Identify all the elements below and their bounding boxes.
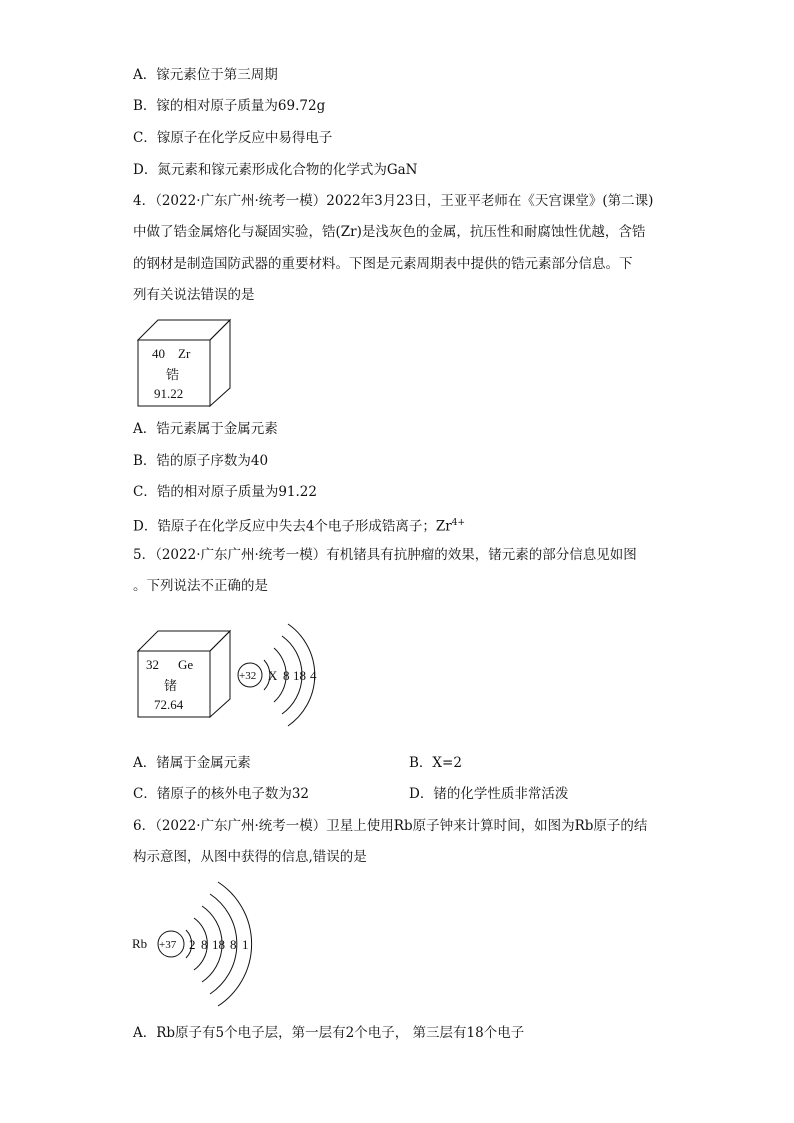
q4-option-d-text: D．锆原子在化学反应中失去4个电子形成锆离子；Zr: [133, 518, 452, 535]
zr-atomic-mass: 91.22: [154, 386, 184, 401]
zr-atomic-number: 40: [152, 346, 165, 361]
rb-shell-5: 1: [242, 937, 249, 952]
q3-option-d: D．氮元素和镓元素形成化合物的化学式为GaN: [133, 162, 418, 178]
rb-shell-2: 8: [201, 937, 208, 952]
ge-atom-structure-diagram: [230, 612, 330, 742]
q6-option-a: A．Rb原子有5个电子层，第一层有2个电子， 第三层有18个电子: [133, 1025, 525, 1041]
zr-symbol: Zr: [178, 346, 191, 361]
ge-symbol: Ge: [178, 657, 194, 672]
q4-option-a: A．锆元素属于金属元素: [133, 421, 278, 437]
ge-name: 锗: [164, 678, 178, 693]
ge-element-card: [136, 629, 236, 721]
q5-stem-line-1: 5．（2022·广东广州·统考一模）有机锗具有抗肿瘤的效果，锗元素的部分信息见如图: [133, 547, 637, 563]
ge-shell-3: 18: [293, 668, 306, 683]
q5-option-d: D．锗的化学性质非常活泼: [409, 786, 569, 802]
zr-element-card: [136, 318, 236, 410]
q4-stem-line-3: 的钢材是制造国防武器的重要材料。下图是元素周期表中提供的锆元素部分信息。下: [133, 256, 633, 272]
ge-atomic-mass: 72.64: [154, 697, 184, 712]
rb-shell-4: 8: [230, 937, 237, 952]
q4-option-d-charge: 4+: [451, 518, 466, 528]
rb-atom-structure-diagram: [128, 876, 263, 1011]
rb-shell-1: 2: [189, 937, 196, 952]
q6-stem-line-1: 6．（2022·广东广州·统考一模）卫星上使用Rb原子钟来计算时间，如图为Rb原子的结: [133, 818, 648, 834]
q4-stem-line-2: 中做了锆金属熔化与凝固实验，锆(Zr)是浅灰色的金属，抗压性和耐腐蚀性优越，含锆: [133, 224, 646, 240]
q4-option-b: B．锆的原子序数为40: [133, 453, 269, 469]
ge-atomic-number: 32: [146, 657, 159, 672]
ge-shell-2: 8: [283, 668, 290, 683]
ge-shell-4: 4: [310, 668, 317, 683]
q4-option-c: C．锆的相对原子质量为91.22: [133, 484, 317, 500]
rb-nucleus-charge: +37: [159, 939, 177, 951]
q5-option-c: C．锗原子的核外电子数为32: [133, 786, 310, 802]
ge-shell-1: X: [268, 668, 278, 683]
q4-stem-line-1: 4．（2022·广东广州·统考一模）2022年3月23日，王亚平老师在《天宫课堂》(第二课): [133, 193, 654, 209]
q5-option-b: B．X=2: [409, 755, 462, 771]
ge-nucleus-charge: +32: [239, 670, 257, 682]
q5-stem-line-2: 。下列说法不正确的是: [133, 578, 268, 594]
rb-symbol: Rb: [132, 936, 148, 951]
rb-shell-3: 18: [212, 937, 225, 952]
q6-stem-line-2: 构示意图，从图中获得的信息,错误的是: [133, 849, 367, 865]
q3-option-b: B．镓的相对原子质量为69.72g: [133, 98, 326, 114]
q3-option-c: C．镓原子在化学反应中易得电子: [133, 130, 333, 146]
q4-option-d: [133, 513, 465, 537]
q4-stem-line-4: 列有关说法错误的是: [133, 287, 255, 303]
zr-name: 锆: [166, 367, 180, 382]
q5-option-a: A．锗属于金属元素: [133, 755, 251, 771]
q3-option-a: A．镓元素位于第三周期: [133, 67, 278, 83]
